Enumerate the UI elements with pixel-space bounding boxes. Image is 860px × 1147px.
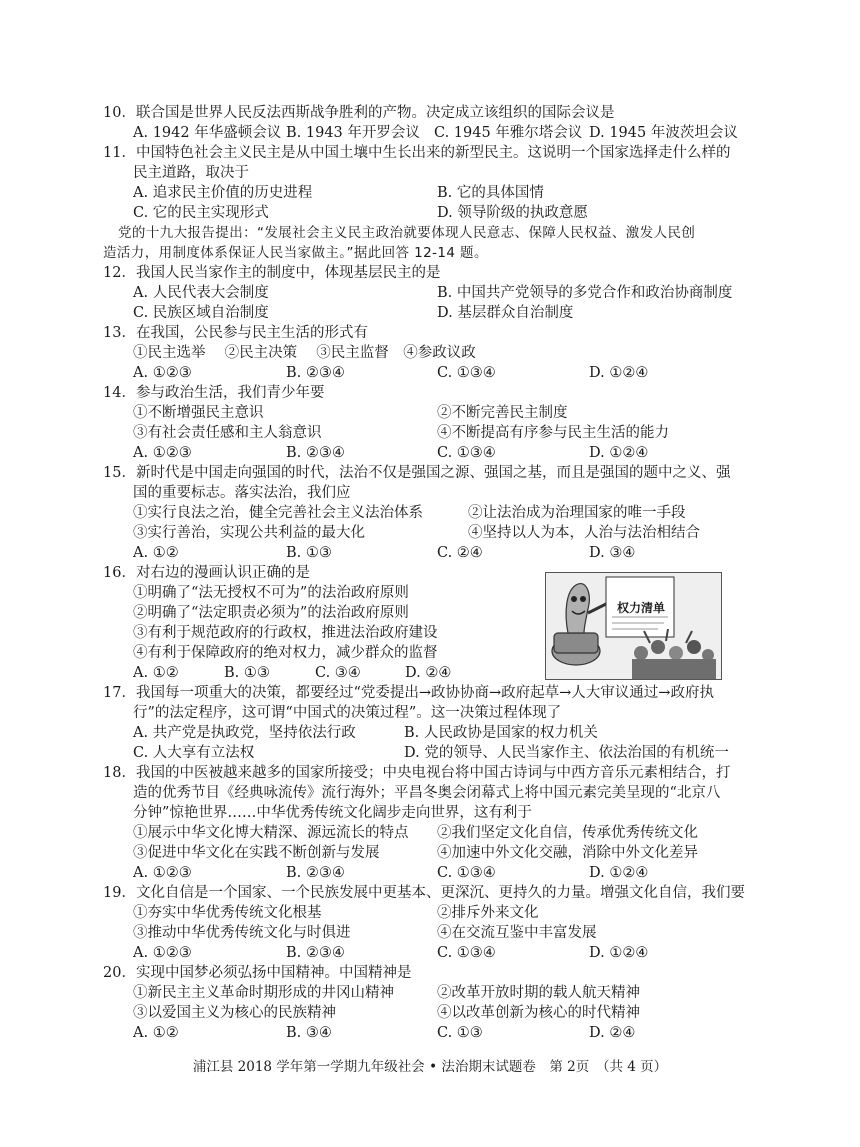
choice-item-1: ①夯实中华优秀传统文化根基 [133,905,322,921]
option-c: C. ③④ [315,665,361,681]
option-a: A. 追求民主价值的历史进程 [133,185,313,201]
option-b: B. ③④ [286,1025,332,1041]
question-19 [103,883,745,903]
question-18 [103,763,730,783]
choice-item-4: ④加速中外文化交融，消除中外文化差异 [437,845,698,861]
option-c: C. 人大享有立法权 [133,745,255,761]
choice-item-2: ②排斥外来文化 [437,905,539,921]
question-number: 17． [103,685,136,701]
page-footer: 浦江县 2018 学年第一学期九年级社会 • 法治期末试题卷 第 2页 （共 4 页） [192,1059,668,1075]
question-number: 11． [103,145,136,161]
option-b: B. 人民政协是国家的权力机关 [404,725,598,741]
option-b: B. ②③④ [286,365,345,381]
option-d: D. ①②④ [589,945,649,961]
choice-item-4: ④在交流互鉴中丰富发展 [437,925,597,941]
choice-item-3: ③以爱国主义为核心的民族精神 [133,1005,336,1021]
option-b: B. 1943 年开罗会议 [286,125,420,141]
choice-item-1: ①实行良法之治，健全完善社会主义法治体系 [133,505,423,521]
option-a: A. ①②③ [133,865,192,881]
option-c: C. ①③ [437,1025,483,1041]
choice-item-3: ③促进中华文化在实践不断创新与发展 [133,845,380,861]
option-d: D. ②④ [589,1025,636,1041]
question-stem: 对右边的漫画认识正确的是 [135,565,310,581]
choice-item-1: ①明确了“法无授权不可为”的法治政府原则 [133,585,409,601]
question-stem: 我国人民当家作主的制度中，体现基层民主的是 [135,265,441,281]
question-stem: 实现中国梦必须弘扬中国精神。中国精神是 [135,965,412,981]
option-a: A. 人民代表大会制度 [133,285,269,301]
material-text: 党的十九大报告提出：“发展社会主义民主政治就要体现人民意志、保障人民权益、激发人民创 [118,225,696,241]
choice-items: ①民主选举 ②民主决策 ③民主监督 ④参政议政 [133,345,476,361]
option-b: B. ②③④ [286,865,345,881]
question-13 [103,323,368,343]
question-10 [103,103,614,123]
choice-item-4: ④有利于保障政府的绝对权力，减少群众的监督 [133,645,438,661]
question-stem: 参与政治生活，我们青少年要 [135,385,325,401]
choice-item-3: ③有社会责任感和主人翁意识 [133,425,322,441]
question-stem-cont: 民主道路，取决于 [133,165,249,181]
choice-item-1: ①不断增强民主意识 [133,405,264,421]
question-number: 10． [103,105,136,121]
option-b: B. 中国共产党领导的多党合作和政治协商制度 [437,285,733,301]
question-16 [103,563,310,583]
cartoon-drawing [546,573,721,679]
question-12 [103,263,440,283]
option-b: B. ②③④ [286,445,345,461]
option-a: A. ①② [133,665,179,681]
question-stem: 在我国，公民参与民主生活的形式有 [135,325,368,341]
option-d: D. ①②④ [589,365,649,381]
option-d: D. ③④ [589,545,636,561]
option-a: A. ①②③ [133,945,192,961]
option-b: B. 它的具体国情 [437,185,544,201]
choice-item-2: ②不断完善民主制度 [437,405,568,421]
question-11 [103,143,730,163]
question-stem: 我国的中医被越来越多的国家所接受；中央电视台将中国古诗词与中西方音乐元素相结合，打 [135,765,731,781]
material-text-cont: 造活力，用制度体系保证人民当家做主。”据此回答 12-14 题。 [103,245,488,261]
option-a: A. 共产党是执政党，坚持依法行政 [133,725,356,741]
option-a: A. ①② [133,545,179,561]
question-14 [103,383,324,403]
choice-item-3: ③有利于规范政府的行政权，推进法治政府建设 [133,625,438,641]
option-c: C. 它的民主实现形式 [133,205,269,221]
choice-item-3: ③推动中华优秀传统文化与时俱进 [133,925,351,941]
choice-item-4: ④不断提高有序参与民主生活的能力 [437,425,669,441]
question-15 [103,463,730,483]
choice-item-2: ②我们坚定文化自信，传承优秀传统文化 [437,825,698,841]
option-c: C. ②④ [437,545,483,561]
question-stem: 我国每一项重大的决策，都要经过“党委提出→政协协商→政府起草→人大审议通过→政府执 [135,685,714,701]
choice-item-4: ④以改革创新为核心的时代精神 [437,1005,640,1021]
choice-item-1: ①新民主主义革命时期形成的井冈山精神 [133,985,394,1001]
question-20 [103,963,411,983]
question-stem: 新时代是中国走向强国的时代，法治不仅是强国之源、强国之基，而且是强国的题中之义、强 [135,465,731,481]
option-d: D. ②④ [405,665,452,681]
question-number: 13． [103,325,136,341]
option-d: D. 基层群众自治制度 [437,305,574,321]
question-stem-cont: 造的优秀节目《经典咏流传》流行海外；平昌冬奥会闭幕式上将中国元素完美呈现的“北京八 [133,785,721,801]
option-d: D. 1945 年波茨坦会议 [589,125,738,141]
option-d: D. ①②④ [589,865,649,881]
option-a: A. ①②③ [133,445,192,461]
question-stem: 联合国是世界人民反法西斯战争胜利的产物。决定成立该组织的国际会议是 [135,105,615,121]
option-c: C. 民族区域自治制度 [133,305,269,321]
question-stem-cont: 行”的法定程序，这可谓“中国式的决策过程”。这一决策过程体现了 [133,705,562,721]
question-number: 20． [103,965,136,981]
question-number: 19． [103,885,136,901]
option-b: B. ①③ [224,665,270,681]
option-d: D. 党的领导、人民当家作主、依法治国的有机统一 [404,745,729,761]
option-c: C. ①③④ [437,865,496,881]
option-c: C. ①③④ [437,445,496,461]
choice-item-2: ②明确了“法定职责必须为”的法治政府原则 [133,605,409,621]
option-c: C. ①③④ [437,945,496,961]
question-stem-cont: 分钟”惊艳世界……中华优秀传统文化阔步走向世界，这有利于 [133,805,532,821]
choice-item-3: ③实行善治，实现公共利益的最大化 [133,525,365,541]
question-number: 12． [103,265,136,281]
option-c: C. 1945 年雅尔塔会议 [434,125,583,141]
question-17 [103,683,714,703]
option-b: B. ②③④ [286,945,345,961]
option-d: D. 领导阶级的执政意愿 [437,205,588,221]
question-number: 16． [103,565,136,581]
option-b: B. ①③ [286,545,332,561]
option-d: D. ①②④ [589,445,649,461]
choice-item-2: ②改革开放时期的载人航天精神 [437,985,640,1001]
question-stem: 中国特色社会主义民主是从中国土壤中生长出来的新型民主。这说明一个国家选择走什么样的 [135,145,731,161]
question-stem: 文化自信是一个国家、一个民族发展中更基本、更深沉、更持久的力量。增强文化自信，我们要 [135,885,745,901]
option-a: A. ①② [133,1025,179,1041]
option-a: A. 1942 年华盛顿会议 [133,125,282,141]
cartoon-label: 权力清单 [616,601,665,615]
choice-item-4: ④坚持以人为本，人治与法治相结合 [468,525,700,541]
question-number: 15． [103,465,136,481]
question-number: 14． [103,385,136,401]
question-number: 18． [103,765,136,781]
question-stem-cont: 国的重要标志。落实法治，我们应 [133,485,351,501]
option-c: C. ①③④ [437,365,496,381]
choice-item-2: ②让法治成为治理国家的唯一手段 [468,505,686,521]
option-a: A. ①②③ [133,365,192,381]
cartoon-illustration [545,572,722,680]
choice-item-1: ①展示中华文化博大精深、源远流长的特点 [133,825,409,841]
